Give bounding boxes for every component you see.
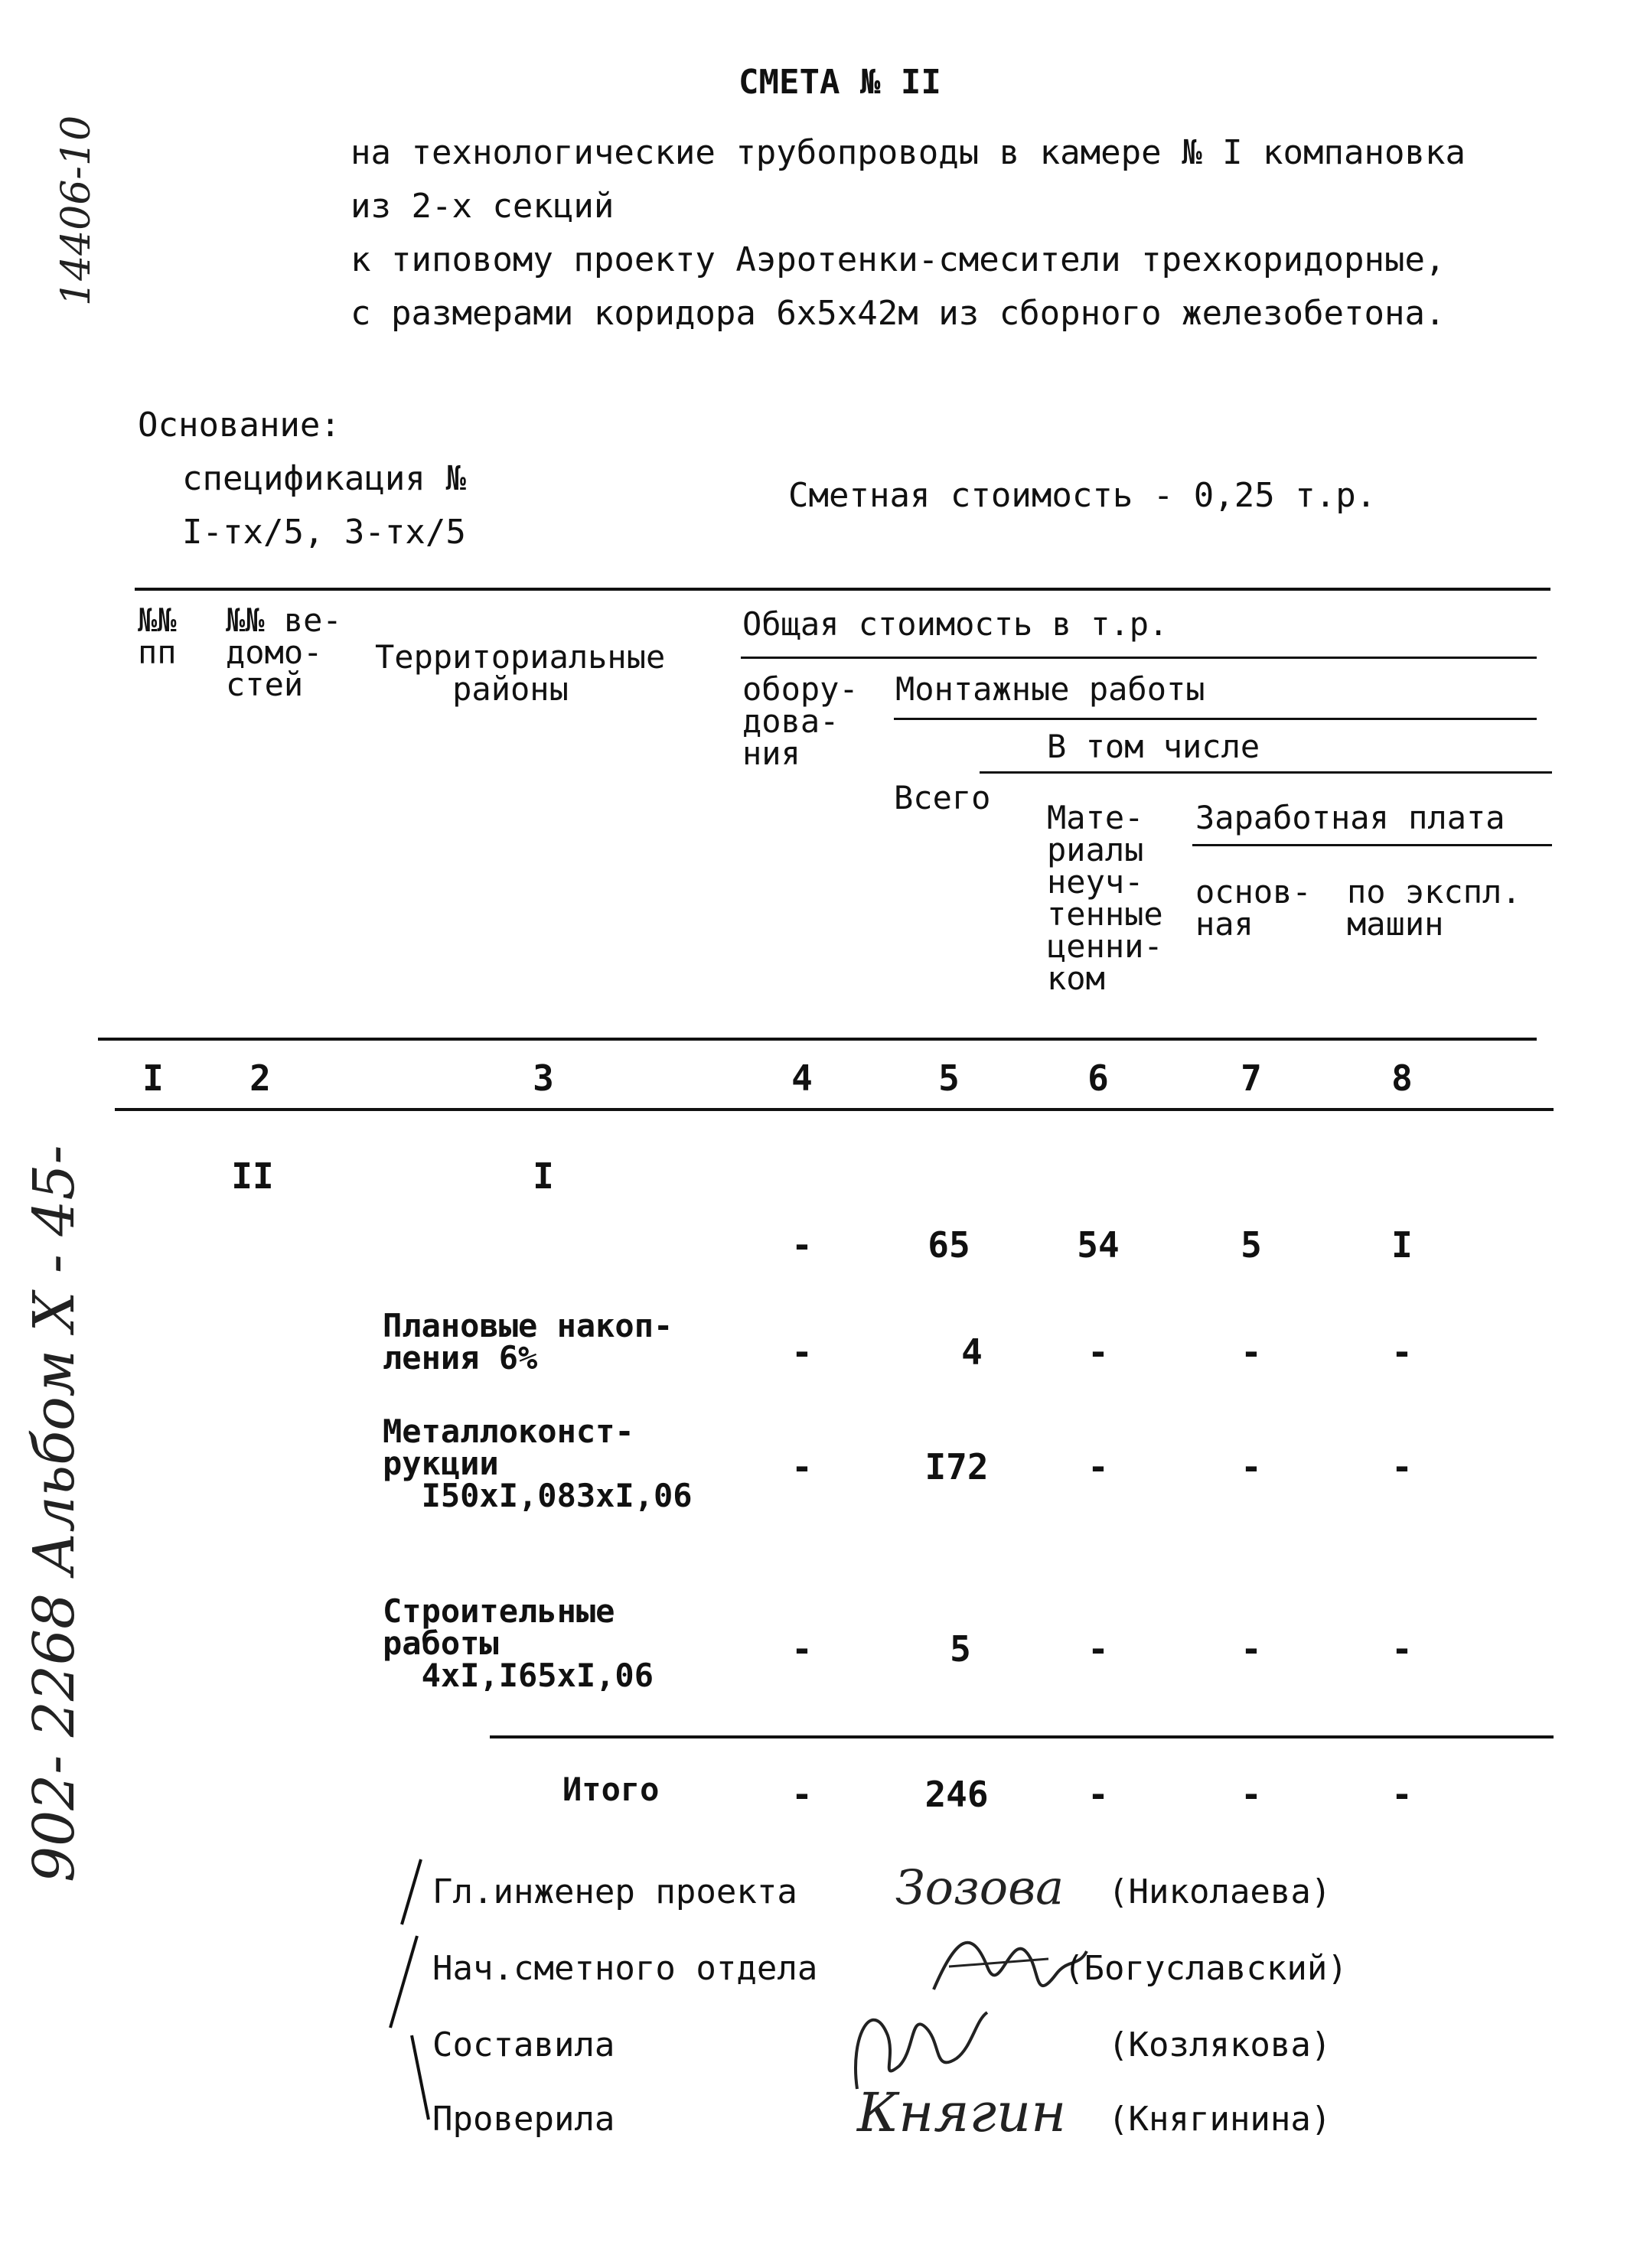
header-including: В том числе (1047, 728, 1260, 765)
table-row-1-vedomost: II (231, 1155, 274, 1197)
table-row-4-c5: I72 (924, 1446, 989, 1488)
signature-name-1: (Николаева) (1108, 1872, 1332, 1911)
basis-spec-line2: I-тх/5, 3-тх/5 (182, 513, 466, 552)
total-label: Итого (562, 1771, 660, 1808)
header-wages-group: Заработная плата (1195, 799, 1505, 836)
table-row-3-label: Плановые накоп- ления 6% (383, 1307, 673, 1377)
document-title: СМЕТА № II (739, 63, 941, 102)
header-bottom-rule (98, 1038, 1537, 1041)
table-row-3-c7: - (1241, 1331, 1262, 1373)
subtitle-line-2: из 2-х секций (351, 187, 615, 226)
signature-name-4: (Княгинина) (1108, 2100, 1332, 2139)
table-row-5-c8: - (1391, 1628, 1413, 1670)
signature-handwriting-4: Княгин (857, 2081, 1067, 2144)
header-col1: №№ пп (138, 601, 177, 671)
colnum-4: 4 (791, 1057, 813, 1099)
header-col3: Территориальные районы (375, 638, 666, 708)
total-c7: - (1241, 1774, 1262, 1815)
header-rule-total (741, 657, 1537, 659)
colnum-5: 5 (938, 1057, 960, 1099)
subtitle-line-4: с размерами коридора 6х5х42м из сборного железобетона. (351, 294, 1446, 333)
signature-role-2: Нач.сметного отдела (432, 1949, 818, 1988)
header-mounting-group: Монтажные работы (895, 670, 1205, 708)
table-row-5-c4: - (791, 1628, 813, 1670)
margin-note-vertical: 902- 2268 Альбом X - 45- (21, 1145, 87, 1882)
signature-handwriting-1: Зозова (895, 1859, 1065, 1915)
header-col2: №№ ве- домо- стей (226, 601, 342, 703)
header-wages-basic: основ- ная (1195, 873, 1312, 943)
table-row-3-c5: 4 (961, 1331, 983, 1373)
colnum-8: 8 (1391, 1057, 1413, 1099)
total-c5: 246 (924, 1774, 989, 1815)
table-row-5-c5: 5 (950, 1628, 971, 1670)
signature-role-3: Составила (432, 2025, 615, 2064)
table-row-4-c4: - (791, 1446, 813, 1488)
colnum-1: I (142, 1057, 164, 1099)
header-rule-wages (1192, 844, 1552, 846)
header-materials: Мате- риалы неуч- тенные ценни- ком (1047, 799, 1163, 997)
table-row-5-c6: - (1087, 1628, 1109, 1670)
table-row-5-c7: - (1241, 1628, 1262, 1670)
header-rule-mounting (894, 718, 1537, 720)
header-wages-machines: по экспл. машин (1347, 873, 1521, 943)
total-c6: - (1087, 1774, 1109, 1815)
subtitle-line-3: к типовому проекту Аэротенки-смесители трехкоридорные, (351, 240, 1446, 279)
table-row-3-c6: - (1087, 1331, 1109, 1373)
colnum-3: 3 (533, 1057, 554, 1099)
subtitle-line-1: на технологические трубопроводы в камере № I компановка (351, 133, 1466, 172)
colnum-7: 7 (1241, 1057, 1262, 1099)
table-row-3-c8: - (1391, 1331, 1413, 1373)
table-row-1-district: I (533, 1155, 554, 1197)
signature-role-1: Гл.инженер проекта (432, 1872, 797, 1911)
table-row-2-c7: 5 (1241, 1224, 1262, 1266)
colnum-bottom-rule (115, 1108, 1554, 1111)
basis-spec-line1: спецификация № (182, 459, 466, 498)
table-row-4-c8: - (1391, 1446, 1413, 1488)
signature-name-3: (Козлякова) (1108, 2025, 1332, 2064)
table-row-2-c4: - (791, 1224, 813, 1266)
table-row-2-c6: 54 (1077, 1224, 1120, 1266)
table-top-rule (135, 588, 1550, 591)
signature-name-2: (Богуславский) (1064, 1949, 1348, 1988)
table-row-5-label: Строительные работы 4хI,I65хI,06 (383, 1592, 654, 1694)
table-row-2-c5: 65 (928, 1224, 970, 1266)
margin-note-top: 14406-10 (54, 115, 99, 306)
header-total-group: Общая стоимость в т.р. (742, 605, 1169, 643)
total-rule (490, 1735, 1554, 1738)
signature-role-4: Проверила (432, 2100, 615, 2139)
table-row-4-label: Металлоконст- рукции I50хI,083хI,06 (383, 1413, 693, 1514)
colnum-6: 6 (1087, 1057, 1109, 1099)
table-row-2-c8: I (1391, 1224, 1413, 1266)
basis-label: Основание: (138, 406, 341, 445)
header-equipment: обору- дова- ния (742, 670, 859, 772)
colnum-2: 2 (249, 1057, 271, 1099)
total-c4: - (791, 1774, 813, 1815)
header-rule-including (980, 771, 1552, 774)
table-row-4-c6: - (1087, 1446, 1109, 1488)
estimate-cost: Сметная стоимость - 0,25 т.р. (788, 476, 1377, 515)
table-row-3-c4: - (791, 1331, 813, 1373)
table-row-4-c7: - (1241, 1446, 1262, 1488)
total-c8: - (1391, 1774, 1413, 1815)
header-all: Всего (894, 779, 991, 816)
